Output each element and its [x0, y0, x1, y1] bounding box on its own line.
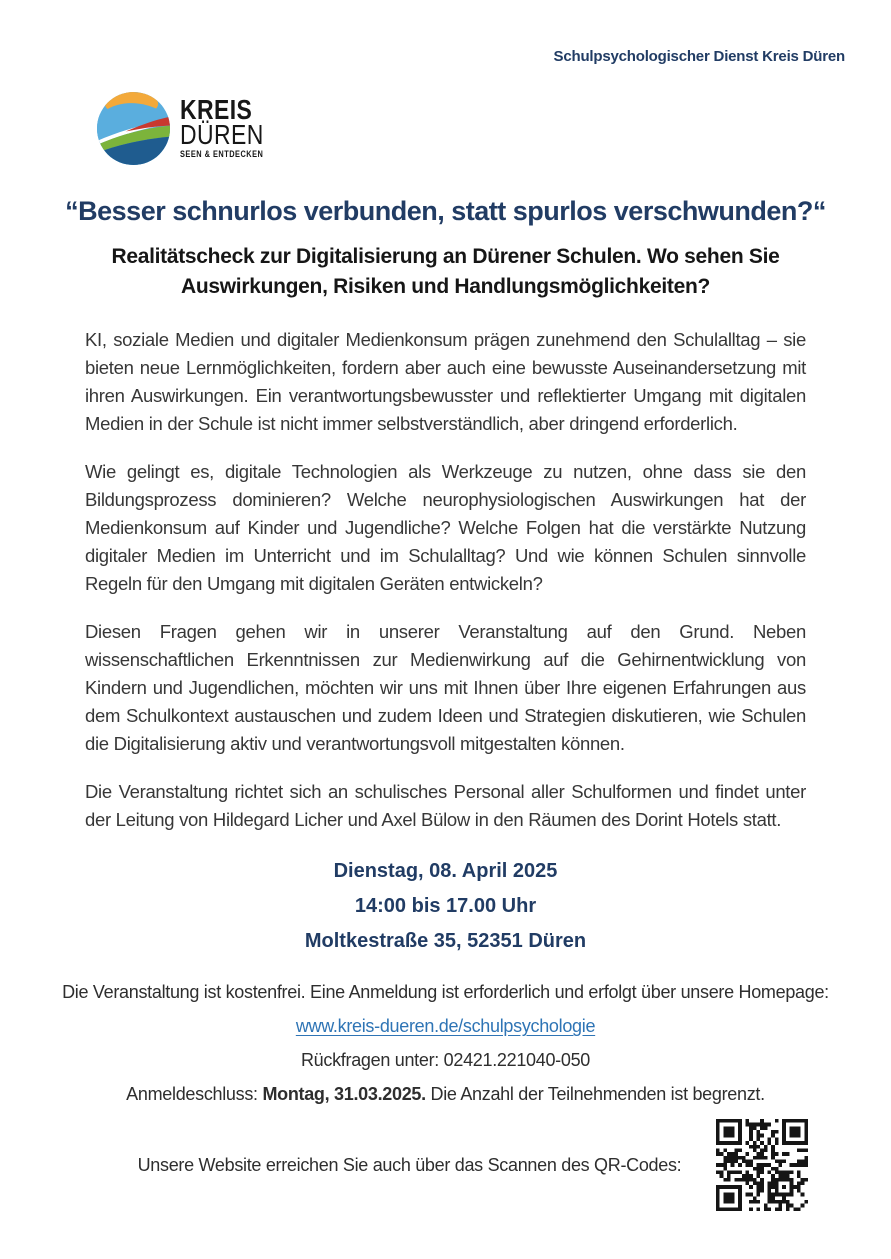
qr-code: [716, 1119, 808, 1211]
logo-word-kreis: KREIS: [180, 94, 253, 125]
paragraph-audience: Die Veranstaltung richtet sich an schulisches Personal aller Schulformen und findet unter der Leitung von Hildegard Licher und Axel Bülow in den Räumen des Dorint Hotels statt.: [85, 781, 806, 830]
kreis-dueren-logo-icon: [96, 91, 171, 166]
deadline-date: Montag, 31.03.2025.: [262, 1084, 426, 1104]
event-time: 14:00 bis 17.00 Uhr: [354, 895, 537, 917]
qr-section: [85, 1119, 808, 1211]
qr-caption: Unsere Website erreichen Sie auch über das Scannen des QR-Codes:: [137, 1154, 682, 1175]
logo-word-dueren: DÜREN: [180, 119, 264, 150]
body-copy: [85, 326, 806, 834]
deadline-label: Anmeldeschluss:: [126, 1084, 263, 1104]
kreis-dueren-logo: [96, 91, 891, 166]
event-date: Dienstag, 08. April 2025: [333, 860, 558, 882]
department-header: Schulpsychologischer Dienst Kreis Düren: [553, 48, 845, 65]
registration-section: [0, 981, 891, 1105]
event-details: [0, 854, 891, 959]
flyer-subtitle: Realitätscheck zur Digitalisierung an Dürener Schulen. Wo sehen Sie Auswirkungen, Risiken und Handlungsmöglichkeiten?: [111, 245, 780, 298]
phone-contact: Rückfragen unter: 02421.221040-050: [300, 1050, 591, 1070]
flyer-title: “Besser schnurlos verbunden, statt spurlos verschwunden?“: [65, 196, 826, 226]
registration-deadline: [0, 1083, 891, 1105]
logo-wordmark: [180, 94, 264, 160]
paragraph-goals: Diesen Fragen gehen wir in unserer Veranstaltung auf den Grund. Neben wissenschaftlichen Erkenntnissen zur Medienwirkung auf die Gehirnentwicklung von Kindern und Jugendlichen, möchten wir uns mit Ihnen über Ihre eigenen Erfahrungen aus dem Schulkontext austauschen und zudem Ideen und Strategien diskutieren, wie Schulen die Digitalisierung aktiv und verantwortungsvoll mitgestalten können.: [85, 621, 806, 754]
event-address: Moltkestraße 35, 52351 Düren: [304, 930, 587, 952]
paragraph-intro: KI, soziale Medien und digitaler Medienkonsum prägen zunehmend den Schulalltag – sie bieten neue Lernmöglichkeiten, fordern aber auch eine bewusste Auseinandersetzung mit ihren Auswirkungen. Ein verantwortungsbewusster und reflektierter Umgang mit digitalen Medien in der Schule ist nicht immer selbstverständlich, aber dringend erforderlich.: [85, 329, 806, 434]
registration-info: Die Veranstaltung ist kostenfrei. Eine Anmeldung ist erforderlich und erfolgt über unsere Homepage:: [62, 982, 829, 1002]
logo-tagline: SEEN & ENTDECKEN: [180, 149, 264, 159]
paragraph-questions: Wie gelingt es, digitale Technologien als Werkzeuge zu nutzen, ohne dass sie den Bildungsprozess dominieren? Welche neurophysiologischen Auswirkungen hat der Medienkonsum auf Kinder und Jugendliche? Welche Folgen hat die verstärkte Nutzung digitaler Medien im Unterricht und im Schulalltag? Und wie können Schulen sinnvolle Regeln für den Umgang mit digitalen Geräten entwickeln?: [85, 461, 806, 594]
deadline-note: Die Anzahl der Teilnehmenden ist begrenzt.: [425, 1084, 765, 1104]
homepage-link[interactable]: www.kreis-dueren.de/schulpsychologie: [295, 1016, 596, 1036]
